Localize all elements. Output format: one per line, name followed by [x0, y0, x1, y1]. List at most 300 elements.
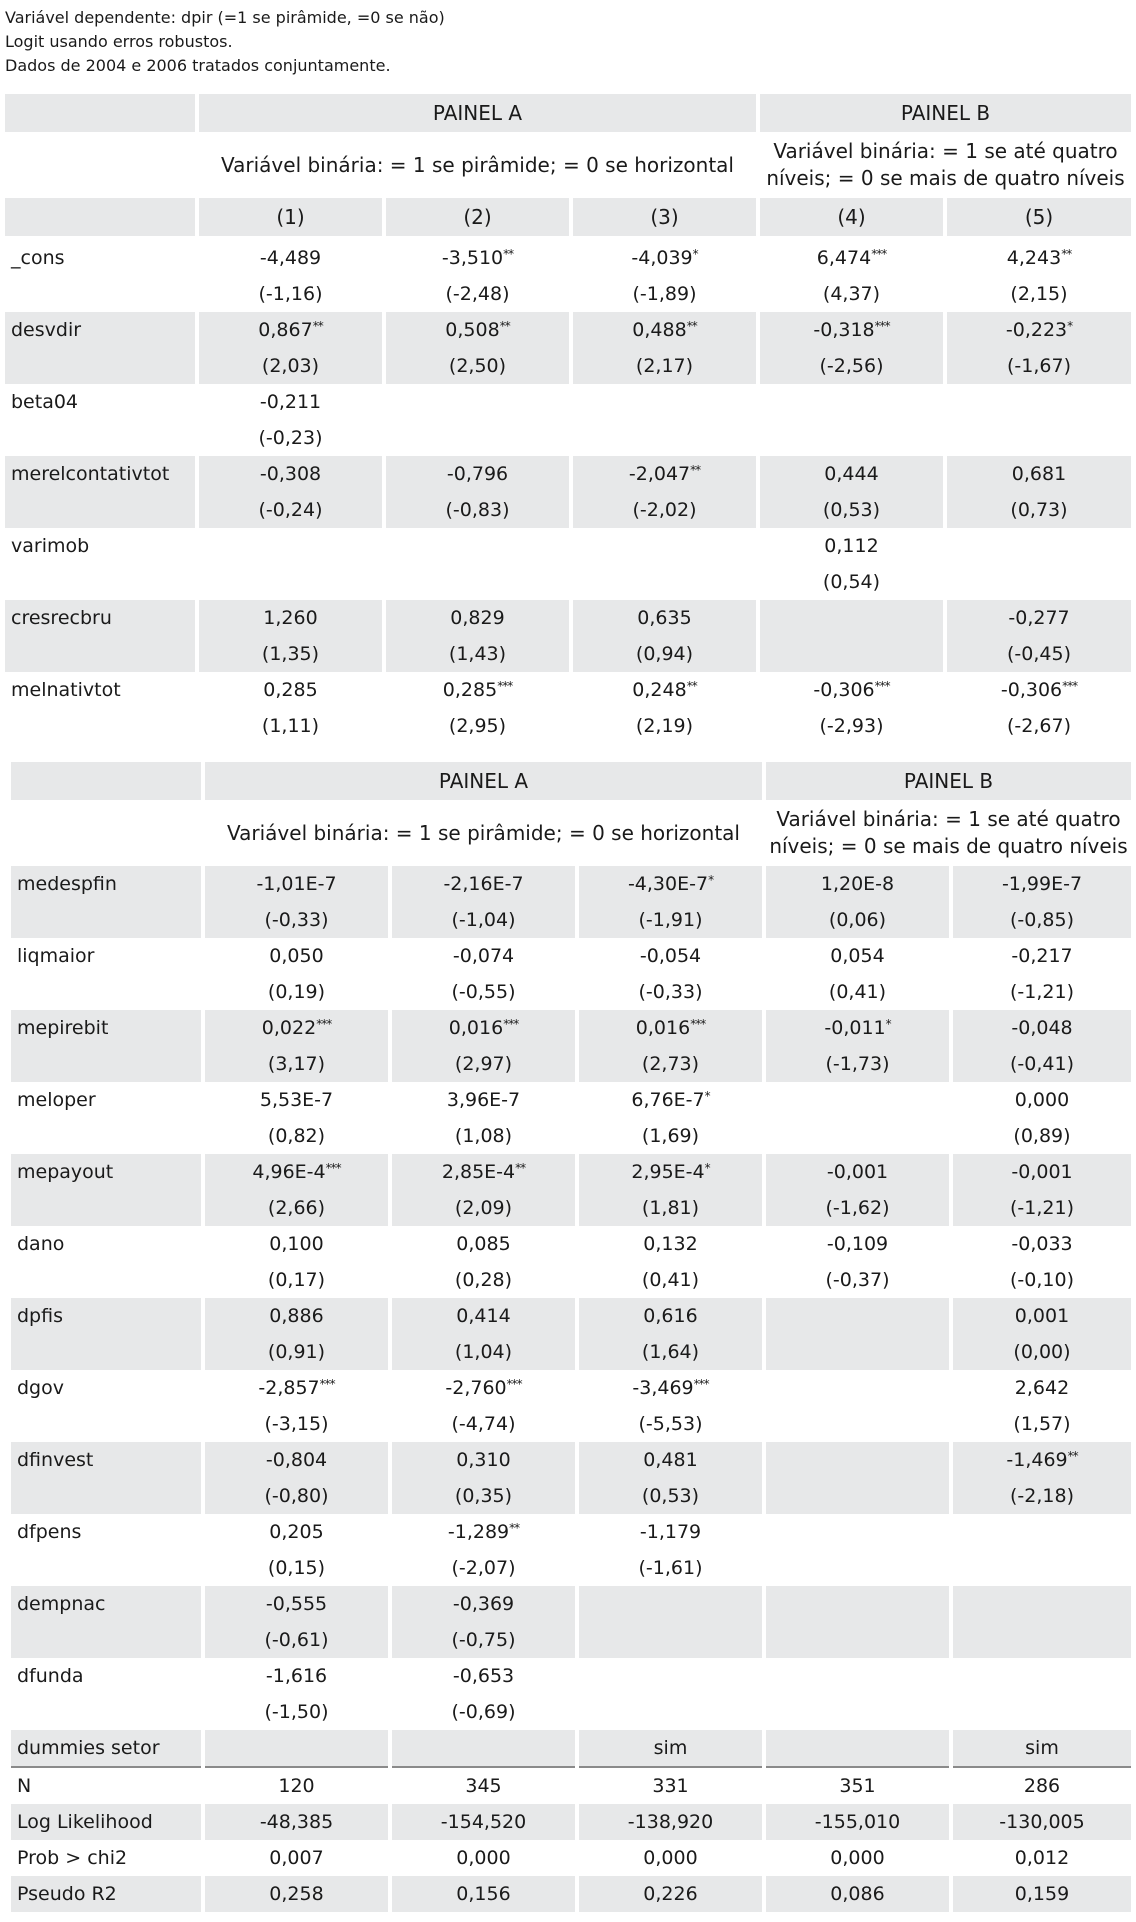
variable-name: dempnac: [11, 1586, 201, 1621]
coefficient-value: -0,318: [813, 318, 875, 341]
coefficient-cell: [205, 866, 388, 901]
coefficient-value: -0,653: [452, 1664, 515, 1687]
coefficient-cell: [579, 866, 762, 901]
t-statistic: (2,97): [392, 1045, 575, 1082]
stat-value: sim: [953, 1730, 1131, 1766]
stat-value: 0,000: [766, 1840, 949, 1876]
tstat-row: [5, 707, 1131, 744]
coefficient-cell: [953, 938, 1131, 973]
t-statistic: (-1,91): [579, 901, 762, 938]
coefficient-cell: [392, 866, 575, 901]
variable-name: dgov: [11, 1370, 201, 1405]
t-statistic: (-1,21): [953, 1189, 1131, 1226]
coefficient-cell: [573, 672, 756, 707]
stat-value: 0,226: [579, 1876, 762, 1912]
variable-name-blank: [11, 1405, 201, 1442]
significance-stars: *: [704, 1088, 710, 1103]
variable-row: [5, 384, 1131, 419]
coefficient-cell: [386, 600, 569, 635]
coefficient-cell: [392, 1010, 575, 1045]
stat-value: [205, 1730, 388, 1766]
t-statistic: (0,91): [205, 1333, 388, 1370]
coefficient-cell: [766, 1226, 949, 1261]
t-statistic: (-0,10): [953, 1261, 1131, 1298]
coefficient-cell: [573, 240, 756, 275]
tstat-row: [11, 1621, 1131, 1658]
coefficient-cell: [205, 1082, 388, 1117]
coefficient-cell: [579, 1226, 762, 1261]
t-statistic: [766, 1621, 949, 1658]
coefficient-value: 0,310: [456, 1448, 511, 1471]
header-blank: [5, 198, 195, 236]
tstat-row: [11, 1693, 1131, 1730]
stat-value: 0,007: [205, 1840, 388, 1876]
t-statistic: (1,11): [199, 707, 382, 744]
coefficient-cell: [386, 240, 569, 275]
variable-name-blank: [11, 1261, 201, 1298]
column-number: (1): [199, 198, 382, 236]
t-statistic: (-0,85): [953, 901, 1131, 938]
variable-name: mepirebit: [11, 1010, 201, 1045]
t-statistic: (-2,56): [760, 347, 943, 384]
coefficient-value: 0,285: [442, 678, 498, 701]
significance-stars: **: [690, 462, 701, 477]
coefficient-cell: [205, 938, 388, 973]
variable-row: [11, 1226, 1131, 1261]
coefficient-cell: [947, 312, 1131, 347]
panel-b-description: Variável binária: = 1 se até quatro níveis; = 0 se mais de quatro níveis: [766, 804, 1131, 862]
stat-name: dummies setor: [11, 1730, 201, 1766]
panel-b-heading: PAINEL B: [766, 762, 1131, 800]
significance-stars: ***: [503, 1016, 519, 1031]
coefficient-cell: [766, 1514, 949, 1549]
t-statistic: [947, 563, 1131, 600]
variable-name-blank: [11, 973, 201, 1010]
note-robust-errors: Logit usando erros robustos.: [5, 32, 233, 51]
significance-stars: ***: [690, 1016, 706, 1031]
stat-value: 345: [392, 1766, 575, 1804]
coefficient-value: 0,616: [643, 1304, 698, 1327]
coefficient-value: -0,011: [824, 1016, 886, 1039]
significance-stars: ***: [319, 1376, 335, 1391]
significance-stars: *: [708, 872, 714, 887]
variable-name-blank: [5, 275, 195, 312]
tstat-row: [11, 973, 1131, 1010]
variable-row: [5, 456, 1131, 491]
t-statistic: [947, 419, 1131, 456]
coefficient-cell: [579, 938, 762, 973]
coefficient-value: 0,112: [824, 534, 879, 557]
t-statistic: (-2,07): [392, 1549, 575, 1586]
column-number: (3): [573, 198, 756, 236]
t-statistic: (-0,83): [386, 491, 569, 528]
variable-name-blank: [11, 1117, 201, 1154]
coefficient-value: -0,054: [639, 944, 702, 967]
coefficient-value: -0,306: [813, 678, 875, 701]
t-statistic: (0,82): [205, 1117, 388, 1154]
stat-value: [766, 1730, 949, 1766]
coefficient-cell: [205, 1586, 388, 1621]
coefficient-cell: [947, 240, 1131, 275]
coefficient-cell: [953, 1658, 1131, 1693]
variable-row: [5, 312, 1131, 347]
coefficient-value: 2,85E-4: [441, 1160, 516, 1183]
variable-row: [11, 1514, 1131, 1549]
t-statistic: [573, 563, 756, 600]
coefficient-cell: [205, 1442, 388, 1477]
variable-row: [11, 1298, 1131, 1333]
t-statistic: (0,06): [766, 901, 949, 938]
stat-value: -130,005: [953, 1804, 1131, 1840]
significance-stars: *: [692, 246, 698, 261]
variable-row: [11, 1010, 1131, 1045]
t-statistic: (-2,48): [386, 275, 569, 312]
coefficient-value: -0,555: [265, 1592, 328, 1615]
coefficient-value: -1,616: [265, 1664, 328, 1687]
t-statistic: [766, 1333, 949, 1370]
variable-name-blank: [11, 1333, 201, 1370]
coefficient-value: -0,308: [259, 462, 322, 485]
tstat-row: [5, 635, 1131, 672]
coefficient-value: -0,074: [452, 944, 515, 967]
t-statistic: [760, 635, 943, 672]
coefficient-value: 0,285: [263, 678, 318, 701]
stat-value: 0,159: [953, 1876, 1131, 1912]
t-statistic: (-4,74): [392, 1405, 575, 1442]
t-statistic: (0,73): [947, 491, 1131, 528]
t-statistic: (-5,53): [579, 1405, 762, 1442]
coefficient-value: 3,96E-7: [446, 1088, 521, 1111]
stat-value: 286: [953, 1766, 1131, 1804]
coefficient-value: 0,829: [450, 606, 505, 629]
variable-name: mepayout: [11, 1154, 201, 1189]
coefficient-value: -1,99E-7: [1001, 872, 1083, 895]
stat-name: Pseudo R2: [11, 1876, 201, 1912]
t-statistic: (-0,33): [579, 973, 762, 1010]
significance-stars: **: [515, 1160, 526, 1175]
stat-value: 0,000: [579, 1840, 762, 1876]
panel-a-description: Variável binária: = 1 se pirâmide; = 0 se horizontal: [199, 136, 756, 194]
panel-b-heading: PAINEL B: [760, 94, 1131, 132]
panel-a-heading: PAINEL A: [205, 762, 762, 800]
t-statistic: [766, 1549, 949, 1586]
coefficient-value: 0,132: [643, 1232, 698, 1255]
coefficient-cell: [386, 456, 569, 491]
summary-stat-row: [11, 1804, 1131, 1840]
t-statistic: (1,57): [953, 1405, 1131, 1442]
coefficient-cell: [953, 1370, 1131, 1405]
variable-name-blank: [11, 1189, 201, 1226]
coefficient-cell: [573, 312, 756, 347]
significance-stars: **: [1061, 246, 1072, 261]
coefficient-cell: [760, 672, 943, 707]
variable-name: dfpens: [11, 1514, 201, 1549]
coefficient-value: -0,277: [1008, 606, 1070, 629]
coefficient-value: 0,635: [637, 606, 692, 629]
coefficient-value: -0,369: [452, 1592, 515, 1615]
t-statistic: (-0,55): [392, 973, 575, 1010]
coefficient-cell: [953, 1298, 1131, 1333]
variable-row: [11, 1586, 1131, 1621]
coefficient-cell: [386, 528, 569, 563]
t-statistic: (1,43): [386, 635, 569, 672]
t-statistic: (2,50): [386, 347, 569, 384]
coefficient-cell: [392, 1154, 575, 1189]
coefficient-value: 1,20E-8: [820, 872, 895, 895]
coefficient-cell: [760, 312, 943, 347]
t-statistic: (0,19): [205, 973, 388, 1010]
coefficient-cell: [766, 1586, 949, 1621]
coefficient-value: -2,047: [628, 462, 691, 485]
variable-row: [5, 672, 1131, 707]
t-statistic: [386, 563, 569, 600]
coefficient-cell: [386, 312, 569, 347]
coefficient-cell: [766, 1658, 949, 1693]
t-statistic: (0,53): [579, 1477, 762, 1514]
stat-name: N: [11, 1766, 201, 1804]
stat-name: Prob > chi2: [11, 1840, 201, 1876]
t-statistic: (-0,37): [766, 1261, 949, 1298]
t-statistic: [579, 1621, 762, 1658]
variable-name: cresrecbru: [5, 600, 195, 635]
t-statistic: (-1,04): [392, 901, 575, 938]
coefficient-cell: [573, 600, 756, 635]
significance-stars: **: [312, 318, 323, 333]
t-statistic: (2,03): [199, 347, 382, 384]
coefficient-value: -2,857: [258, 1376, 320, 1399]
variable-name-blank: [5, 563, 195, 600]
coefficient-value: -0,804: [265, 1448, 328, 1471]
t-statistic: (4,37): [760, 275, 943, 312]
variable-name-blank: [11, 1549, 201, 1586]
stat-value: 0,000: [392, 1840, 575, 1876]
variable-name-blank: [5, 419, 195, 456]
t-statistic: (0,41): [579, 1261, 762, 1298]
t-statistic: (-0,41): [953, 1045, 1131, 1082]
coefficient-value: -0,223: [1005, 318, 1068, 341]
t-statistic: (0,15): [205, 1549, 388, 1586]
tstat-row: [11, 1549, 1131, 1586]
tstat-row: [11, 1477, 1131, 1514]
t-statistic: [953, 1693, 1131, 1730]
coefficient-cell: [947, 672, 1131, 707]
t-statistic: (2,17): [573, 347, 756, 384]
coefficient-cell: [199, 456, 382, 491]
t-statistic: [953, 1621, 1131, 1658]
tstat-row: [11, 1189, 1131, 1226]
variable-name-blank: [5, 491, 195, 528]
coefficient-cell: [205, 1154, 388, 1189]
variable-name-blank: [5, 347, 195, 384]
tstat-row: [5, 275, 1131, 312]
coefficient-cell: [392, 1226, 575, 1261]
tstat-row: [11, 1261, 1131, 1298]
header-blank: [5, 94, 195, 132]
coefficient-value: -1,179: [639, 1520, 702, 1543]
t-statistic: [953, 1549, 1131, 1586]
variable-row: [11, 866, 1131, 901]
stat-value: [392, 1730, 575, 1766]
t-statistic: (-0,75): [392, 1621, 575, 1658]
variable-row: [5, 528, 1131, 563]
coefficient-cell: [392, 1298, 575, 1333]
t-statistic: (0,54): [760, 563, 943, 600]
t-statistic: (-2,93): [760, 707, 943, 744]
coefficient-cell: [199, 312, 382, 347]
t-statistic: (-0,23): [199, 419, 382, 456]
variable-row: [5, 240, 1131, 275]
coefficient-value: -4,039: [631, 246, 693, 269]
variable-name-blank: [11, 1477, 201, 1514]
summary-stat-row: [11, 1876, 1131, 1912]
t-statistic: (-0,45): [947, 635, 1131, 672]
t-statistic: (-0,69): [392, 1693, 575, 1730]
significance-stars: *: [1067, 318, 1073, 333]
coefficient-cell: [579, 1514, 762, 1549]
stat-value: -155,010: [766, 1804, 949, 1840]
t-statistic: [199, 563, 382, 600]
stat-value: 120: [205, 1766, 388, 1804]
coefficient-cell: [579, 1442, 762, 1477]
coefficient-value: -2,760: [445, 1376, 507, 1399]
t-statistic: (-1,50): [205, 1693, 388, 1730]
coefficient-value: 0,886: [269, 1304, 324, 1327]
significance-stars: ***: [325, 1160, 341, 1175]
coefficient-cell: [953, 866, 1131, 901]
stat-value: 331: [579, 1766, 762, 1804]
coefficient-cell: [199, 672, 382, 707]
significance-stars: ***: [874, 318, 890, 333]
coefficient-cell: [766, 1370, 949, 1405]
significance-stars: ***: [316, 1016, 332, 1031]
variable-name: meloper: [11, 1082, 201, 1117]
coefficient-value: 0,205: [269, 1520, 324, 1543]
coefficient-cell: [205, 1298, 388, 1333]
coefficient-value: 0,016: [448, 1016, 504, 1039]
column-number: (2): [386, 198, 569, 236]
coefficient-value: -4,489: [259, 246, 322, 269]
summary-stat-row: [11, 1766, 1131, 1804]
variable-name: dfinvest: [11, 1442, 201, 1477]
stat-value: sim: [579, 1730, 762, 1766]
header-blank: [5, 136, 195, 194]
regression-table-part-1: [1, 94, 1135, 744]
coefficient-cell: [760, 456, 943, 491]
t-statistic: (0,53): [760, 491, 943, 528]
coefficient-value: -0,033: [1011, 1232, 1073, 1255]
variable-name: desvdir: [5, 312, 195, 347]
t-statistic: (2,15): [947, 275, 1131, 312]
coefficient-value: 0,054: [830, 944, 885, 967]
stat-value: -154,520: [392, 1804, 575, 1840]
variable-name: merelcontativtot: [5, 456, 195, 491]
coefficient-cell: [953, 1514, 1131, 1549]
coefficient-cell: [392, 1082, 575, 1117]
variable-name: beta04: [5, 384, 195, 419]
t-statistic: (0,28): [392, 1261, 575, 1298]
coefficient-cell: [760, 240, 943, 275]
coefficient-cell: [947, 456, 1131, 491]
coefficient-value: 0,022: [261, 1016, 317, 1039]
coefficient-cell: [760, 384, 943, 419]
tstat-row: [5, 419, 1131, 456]
column-number: (4): [760, 198, 943, 236]
variable-name: dano: [11, 1226, 201, 1261]
coefficient-cell: [199, 384, 382, 419]
coefficient-value: 0,001: [1014, 1304, 1070, 1327]
coefficient-cell: [205, 1514, 388, 1549]
t-statistic: [766, 1693, 949, 1730]
variable-name: _cons: [5, 240, 195, 275]
stat-value: -48,385: [205, 1804, 388, 1840]
coefficient-value: 2,95E-4: [631, 1160, 705, 1183]
coefficient-value: -1,01E-7: [256, 872, 337, 895]
coefficient-cell: [947, 528, 1131, 563]
t-statistic: (0,89): [953, 1117, 1131, 1154]
coefficient-cell: [205, 1658, 388, 1693]
coefficient-cell: [766, 938, 949, 973]
coefficient-cell: [953, 1082, 1131, 1117]
significance-stars: **: [509, 1520, 520, 1535]
variable-row: [11, 1154, 1131, 1189]
header-blank: [11, 762, 201, 800]
coefficient-cell: [947, 384, 1131, 419]
variable-name: liqmaior: [11, 938, 201, 973]
t-statistic: (-0,24): [199, 491, 382, 528]
stat-value: 0,156: [392, 1876, 575, 1912]
tstat-row: [11, 1333, 1131, 1370]
coefficient-cell: [392, 1658, 575, 1693]
coefficient-value: -3,510: [441, 246, 504, 269]
coefficient-cell: [579, 1298, 762, 1333]
t-statistic: (0,00): [953, 1333, 1131, 1370]
significance-stars: **: [499, 318, 510, 333]
variable-row: [11, 1370, 1131, 1405]
coefficient-value: 4,243: [1006, 246, 1062, 269]
coefficient-cell: [766, 1298, 949, 1333]
coefficient-cell: [392, 1370, 575, 1405]
coefficient-value: -0,001: [1011, 1160, 1073, 1183]
t-statistic: (1,08): [392, 1117, 575, 1154]
tstat-row: [11, 1117, 1131, 1154]
coefficient-value: 0,100: [269, 1232, 324, 1255]
coefficient-cell: [579, 1010, 762, 1045]
variable-row: [5, 600, 1131, 635]
coefficient-cell: [392, 938, 575, 973]
t-statistic: (3,17): [205, 1045, 388, 1082]
coefficient-value: 0,481: [643, 1448, 698, 1471]
t-statistic: (1,35): [199, 635, 382, 672]
coefficient-cell: [199, 528, 382, 563]
coefficient-value: 0,000: [1014, 1088, 1070, 1111]
column-number: (5): [947, 198, 1131, 236]
t-statistic: [766, 1405, 949, 1442]
panel-a-heading: PAINEL A: [199, 94, 756, 132]
coefficient-cell: [766, 1010, 949, 1045]
variable-name-blank: [11, 1621, 201, 1658]
t-statistic: [760, 419, 943, 456]
significance-stars: ***: [1062, 678, 1078, 693]
coefficient-cell: [199, 240, 382, 275]
coefficient-cell: [953, 1010, 1131, 1045]
stat-value: 0,086: [766, 1876, 949, 1912]
t-statistic: (-1,62): [766, 1189, 949, 1226]
significance-stars: *: [885, 1016, 891, 1031]
coefficient-value: 0,050: [269, 944, 324, 967]
t-statistic: (0,94): [573, 635, 756, 672]
coefficient-cell: [573, 456, 756, 491]
coefficient-value: 0,085: [456, 1232, 511, 1255]
